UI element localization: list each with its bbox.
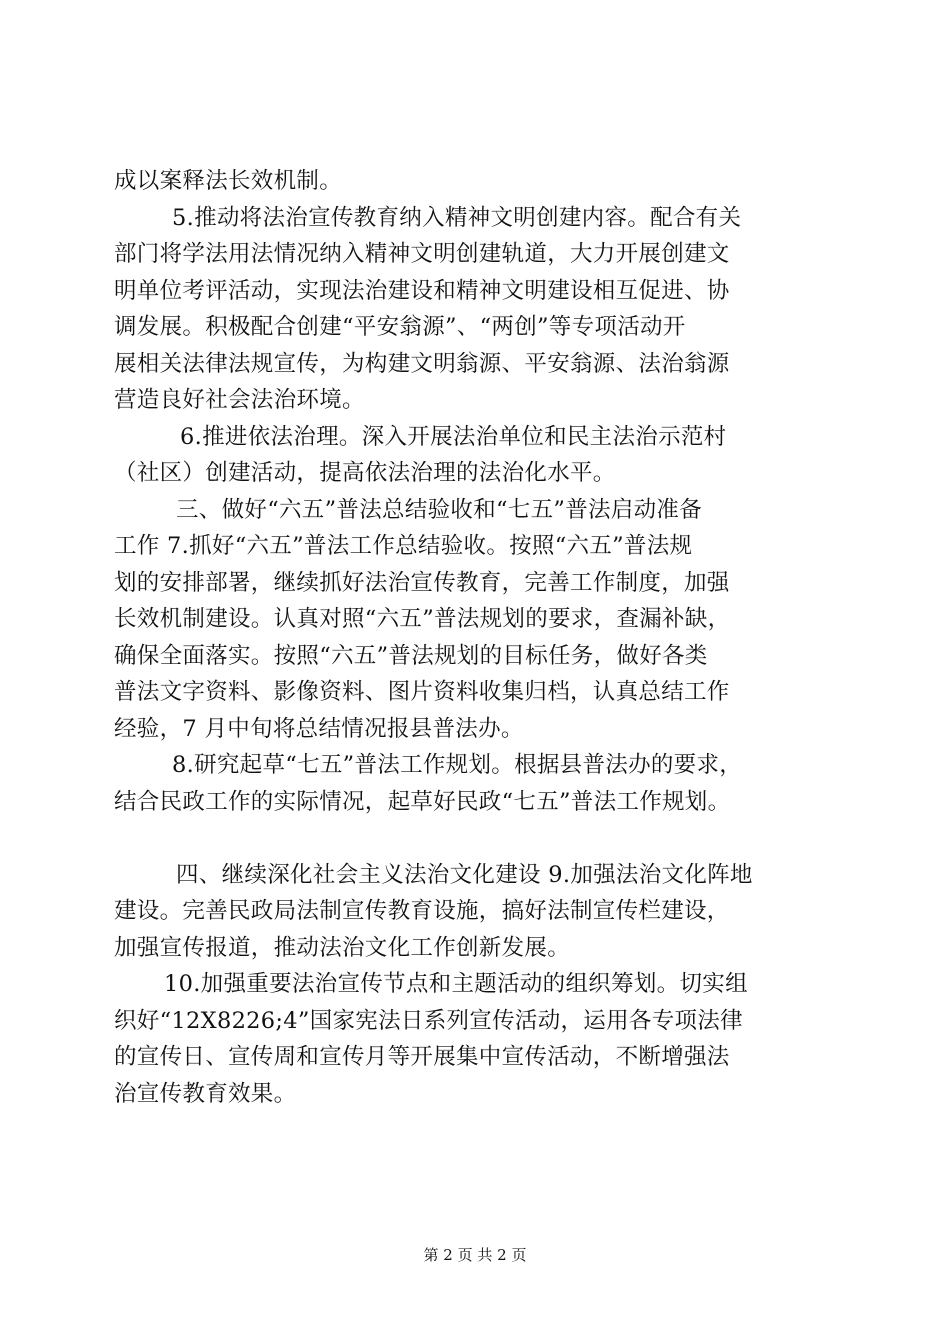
section-heading-line: 四、继续深化社会主义法治文化建设 9.加强法治文化阵地 [176, 861, 753, 888]
paragraph-spacer [114, 820, 834, 857]
text-line: 加强宣传报道，推动法治文化工作创新发展。 [114, 934, 571, 961]
text-line: 经验，7 月中旬将总结情况报县普法办。 [114, 715, 524, 742]
text-line: 织好“12X8226;4”国家宪法日系列宣传活动，运用各专项法律 [114, 1007, 743, 1034]
text-line: 部门将学法用法情况纳入精神文明创建轨道，大力开展创建文 [114, 241, 730, 267]
text-line: 成以案释法长效机制。 [114, 168, 343, 194]
text-line: 治宣传教育效果。 [114, 1080, 297, 1107]
text-line: 5.推动将法治宣传教育纳入精神文明创建内容。配合有关 [172, 204, 742, 231]
text-line: 的宣传日、宣传周和宣传月等开展集中宣传活动，不断增强法 [114, 1044, 730, 1070]
text-line: 建设。完善民政局法制宣传教育设施，搞好法制宣传栏建设， [114, 898, 730, 924]
section-heading-line: 三、做好“六五”普法总结验收和“七五”普法启动准备 [176, 496, 703, 523]
text-line: 明单位考评活动，实现法治建设和精神文明建设相互促进、协 [114, 277, 730, 304]
text-line: 划的安排部署，继续抓好法治宣传教育，完善工作制度，加强 [114, 569, 730, 596]
document-body [114, 163, 834, 1112]
text-line: 调发展。积极配合创建“平安翁源”、“两创”等专项活动开 [114, 314, 686, 340]
text-line: 确保全面落实。按照“六五”普法规划的目标任务，做好各类 [114, 642, 708, 669]
text-line: 结合民政工作的实际情况，起草好民政“七五”普法工作规划。 [114, 788, 731, 815]
text-line: 8.研究起草“七五”普法工作规划。根据县普法办的要求， [172, 752, 743, 778]
text-line: 长效机制建设。认真对照“六五”普法规划的要求，查漏补缺， [114, 606, 731, 632]
text-line: 展相关法律法规宣传，为构建文明翁源、平安翁源、法治翁源 [114, 350, 730, 377]
text-line: 普法文字资料、影像资料、图片资料收集归档，认真总结工作 [114, 679, 730, 705]
page-number-label: 第 2 页 共 2 页 [423, 1246, 527, 1264]
text-line: 工作 7.抓好“六五”普法工作总结验收。按照“六五”普法规 [114, 533, 693, 559]
text-line: （社区）创建活动，提高依法治理的法治化水平。 [114, 460, 616, 486]
text-line: 营造良好社会法治环境。 [114, 387, 365, 413]
text-line: 10.加强重要法治宣传节点和主题活动的组织筹划。切实组 [164, 971, 748, 997]
page-footer [0, 1244, 950, 1266]
text-line: 6.推进依法治理。深入开展法治单位和民主法治示范村 [180, 423, 727, 450]
